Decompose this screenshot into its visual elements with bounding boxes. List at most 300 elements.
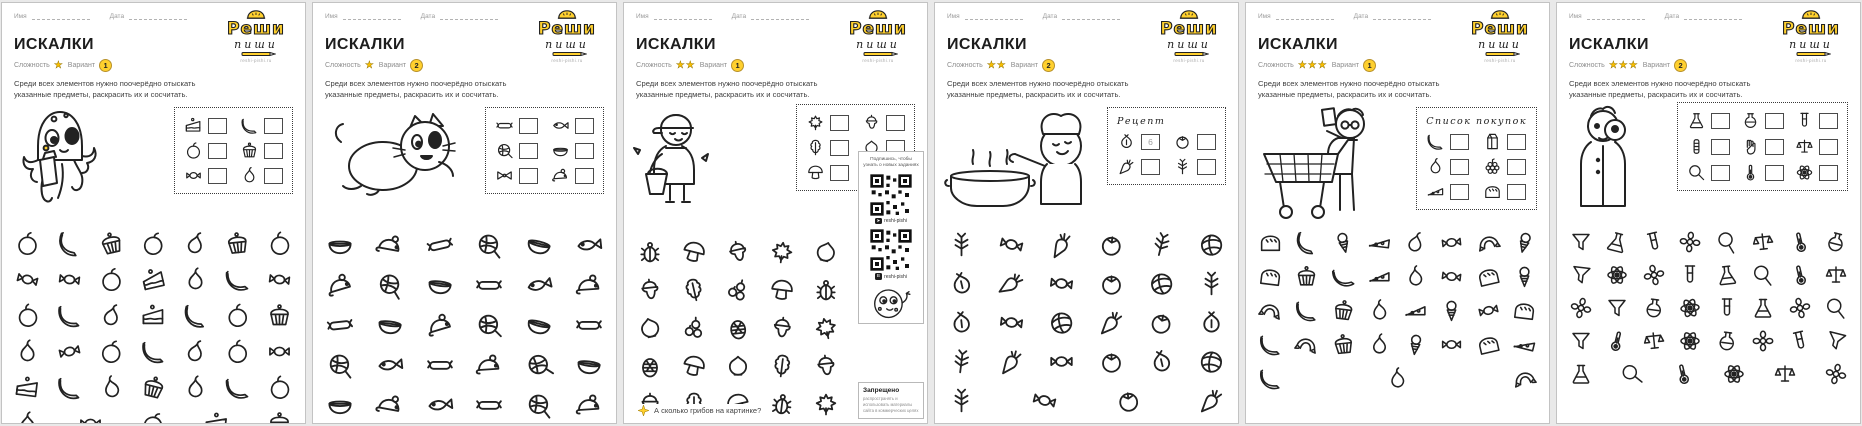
cupcake-icon — [223, 229, 253, 259]
find-item — [495, 116, 538, 135]
carrot-icon — [1044, 227, 1079, 262]
cabbage-icon — [1196, 229, 1228, 261]
pear-icon — [1384, 365, 1411, 392]
count-box[interactable] — [1765, 165, 1784, 181]
find-item — [1741, 111, 1784, 130]
scales-icon — [1795, 137, 1814, 156]
count-box[interactable] — [1450, 159, 1469, 175]
candy-icon — [54, 264, 84, 294]
apple-icon — [223, 337, 253, 367]
bread-icon — [1257, 263, 1285, 291]
bowl-icon — [521, 307, 557, 343]
onion-icon — [944, 266, 979, 301]
mouse-icon — [474, 350, 504, 380]
logo-url: reshi-pishi.ru — [862, 58, 894, 63]
count-box[interactable] — [1765, 113, 1784, 129]
scales-icon — [1773, 362, 1797, 386]
variant-number-badge: 1 — [731, 59, 744, 72]
banana-icon — [53, 227, 86, 260]
logo-word-pishi: пиши — [1789, 38, 1833, 51]
difficulty-label: Сложность — [1569, 62, 1605, 69]
qr-code[interactable] — [869, 173, 913, 217]
molecule-icon — [1678, 329, 1702, 353]
bread-icon — [1473, 262, 1503, 292]
count-box[interactable] — [1141, 159, 1160, 175]
find-item — [551, 166, 594, 185]
find-item — [1795, 163, 1838, 182]
find-list — [174, 107, 293, 194]
mouse-icon — [372, 387, 408, 423]
logo-word-reshi: Реши — [538, 19, 596, 39]
date-input-line[interactable] — [129, 13, 187, 20]
count-box[interactable] — [1197, 159, 1216, 175]
thermometer-icon — [1603, 326, 1632, 355]
cheese-icon — [1365, 229, 1393, 257]
date-input-line[interactable] — [1684, 13, 1742, 20]
find-item — [1741, 137, 1784, 156]
difficulty-label: Сложность — [636, 62, 672, 69]
carrot-icon — [1117, 157, 1136, 176]
count-box[interactable] — [1711, 113, 1730, 129]
count-box[interactable] — [264, 168, 283, 184]
logo-url: reshi-pishi.ru — [1795, 58, 1827, 63]
variant-number-badge: 2 — [1674, 59, 1687, 72]
onion-icon — [1144, 344, 1179, 379]
count-box[interactable] — [1765, 139, 1784, 155]
cylinder-icon — [1687, 137, 1706, 156]
tomato-icon — [1112, 385, 1144, 417]
maple-leaf-icon — [766, 236, 797, 267]
worksheet-page-1 — [1, 2, 306, 424]
cheese-icon — [1509, 329, 1539, 359]
date-label: Дата — [731, 13, 747, 20]
milk-icon — [1483, 132, 1502, 151]
funnel-icon — [1821, 326, 1850, 355]
count-box[interactable] — [208, 143, 227, 159]
count-box[interactable] — [1819, 139, 1838, 155]
candy-icon — [1473, 296, 1503, 326]
yarn-icon — [372, 267, 408, 303]
maple-leaf-icon — [809, 311, 843, 345]
logo-word-reshi: Реши — [849, 19, 907, 39]
count-box[interactable] — [1819, 113, 1838, 129]
apple-icon — [11, 299, 43, 331]
find-item — [495, 166, 538, 185]
icecream-icon — [1402, 331, 1430, 359]
count-box[interactable] — [519, 168, 538, 184]
name-input-line[interactable] — [343, 13, 401, 20]
count-box[interactable] — [264, 143, 283, 159]
tomato-icon — [1095, 228, 1127, 260]
pinecone-icon — [636, 352, 664, 380]
pear-icon — [1426, 157, 1445, 176]
tomato-icon — [1097, 269, 1126, 298]
name-input-line[interactable] — [965, 13, 1023, 20]
fish-icon — [572, 229, 605, 262]
cabbage-icon — [1144, 266, 1179, 301]
page-title: ИСКАЛКИ — [325, 36, 405, 53]
subscribe-panel — [858, 151, 924, 324]
test-tube-icon — [1785, 327, 1814, 356]
pear-icon — [95, 299, 128, 332]
onion-icon — [946, 307, 978, 339]
apple-icon — [98, 266, 125, 293]
count-box[interactable] — [519, 143, 538, 159]
pear-icon — [1366, 297, 1393, 324]
count-box[interactable] — [1819, 165, 1838, 181]
icecream-icon — [1439, 298, 1464, 323]
find-item — [1117, 157, 1160, 176]
date-input-line[interactable] — [751, 13, 809, 20]
logo-url: reshi-pishi.ru — [1173, 58, 1205, 63]
yarn-icon — [495, 141, 514, 160]
cupcake-icon — [266, 302, 293, 329]
croissant-icon — [1510, 364, 1540, 394]
bug-icon — [766, 388, 797, 419]
test-tube-icon — [1639, 228, 1668, 257]
count-box[interactable] — [886, 115, 905, 131]
banana-icon — [223, 265, 253, 295]
find-item — [240, 166, 283, 185]
acorn-icon — [635, 275, 666, 306]
find-item — [1173, 157, 1216, 176]
find-item — [551, 116, 594, 135]
difficulty-label: Сложность — [1258, 62, 1294, 69]
apple-icon — [96, 336, 126, 366]
difficulty-stars: ★ — [364, 59, 375, 71]
cake-icon — [201, 408, 231, 424]
shopper-illustration — [1254, 102, 1394, 222]
bowl-icon — [572, 348, 605, 381]
flower-icon — [1785, 294, 1814, 323]
name-input-line[interactable] — [32, 13, 90, 20]
dill-icon — [1197, 269, 1226, 298]
fish-icon — [373, 349, 406, 382]
pencil-icon — [1480, 51, 1520, 57]
cake-icon — [137, 263, 169, 295]
scales-icon — [1641, 328, 1667, 354]
find-item — [1687, 111, 1730, 130]
tomato-icon — [1144, 305, 1179, 340]
cupcake-icon — [266, 410, 293, 424]
worksheet-page-3 — [623, 2, 928, 424]
croissant-icon — [1292, 329, 1322, 359]
reshi-pishi-logo — [837, 8, 919, 64]
find-item — [1173, 132, 1216, 151]
mouse-icon — [574, 270, 604, 300]
sausage-icon — [495, 116, 514, 135]
pinecone-icon — [723, 313, 754, 344]
count-box[interactable] — [575, 143, 594, 159]
bowl-icon — [373, 308, 406, 341]
test-tube-icon — [1678, 263, 1702, 287]
cat-illustration — [321, 102, 471, 206]
cupcake-icon — [1294, 264, 1319, 289]
flask-icon — [1603, 227, 1632, 256]
subscribe-text: Подпишись, чтобы узнать о новых заданиях — [863, 157, 919, 169]
glove-icon — [1741, 137, 1760, 156]
maple-leaf-icon — [812, 390, 840, 418]
find-item — [1426, 132, 1470, 151]
fish-icon — [551, 116, 570, 135]
apple-icon — [14, 230, 41, 257]
date-label: Дата — [1353, 13, 1369, 20]
pear-icon — [182, 266, 209, 293]
count-box[interactable] — [1507, 184, 1526, 200]
thermometer-icon — [1669, 360, 1698, 389]
dill-icon — [947, 386, 976, 415]
bread-icon — [1483, 182, 1502, 201]
flower-icon — [1821, 359, 1850, 388]
banana-icon — [240, 116, 259, 135]
oak-leaf-icon — [766, 350, 797, 381]
difficulty-stars: ★★★ — [1608, 59, 1639, 71]
variant-number-badge: 1 — [1363, 59, 1376, 72]
find-list-title: Список покупок — [1426, 116, 1527, 127]
kid-illustration — [632, 102, 716, 226]
yarn-icon — [474, 310, 504, 340]
logo-word-reshi: Реши — [1471, 19, 1529, 39]
logo-url: reshi-pishi.ru — [1484, 58, 1516, 63]
variant-label: Вариант — [1331, 62, 1360, 69]
pencil-icon — [547, 51, 587, 57]
funnel-icon — [1605, 296, 1629, 320]
find-item — [862, 113, 905, 132]
pear-icon — [179, 335, 212, 368]
difficulty-stars: ★★ — [986, 59, 1007, 71]
qr-code[interactable] — [869, 228, 913, 272]
page-title: ИСКАЛКИ — [1258, 36, 1338, 53]
maple-leaf-icon — [806, 113, 825, 132]
logo-word-pishi: пиши — [856, 38, 900, 51]
magnifier-icon — [1750, 262, 1777, 289]
find-item — [806, 113, 849, 132]
find-item — [1483, 157, 1527, 176]
date-input-line[interactable] — [1062, 13, 1120, 20]
grapes-icon — [1483, 157, 1502, 176]
yarn-icon — [522, 388, 555, 421]
tomato-icon — [1173, 132, 1192, 151]
find-item — [1483, 132, 1527, 151]
worksheet-page-6 — [1556, 2, 1861, 424]
magnifier-icon — [1619, 361, 1645, 387]
mouse-icon — [322, 267, 358, 303]
logo-word-reshi: Реши — [227, 19, 285, 39]
count-box[interactable] — [830, 115, 849, 131]
cabbage-icon — [1195, 345, 1227, 377]
instructions: Среди всех элементов нужно поочерёдно отыскать указанные предметы, раскрасить их и сосчитать. — [636, 79, 818, 99]
banana-icon — [223, 373, 253, 403]
bread-icon — [1258, 230, 1283, 255]
magnifier-icon — [1712, 227, 1741, 256]
bread-icon — [1511, 297, 1539, 325]
croissant-icon — [1473, 228, 1503, 258]
apple-icon — [138, 228, 168, 258]
find-item — [1483, 182, 1527, 201]
icecream-icon — [1509, 227, 1539, 257]
variant-label: Вариант — [378, 62, 407, 69]
sausage-icon — [425, 350, 455, 380]
test-tube-icon — [1715, 296, 1739, 320]
funnel-icon — [1568, 262, 1595, 289]
search-grid — [325, 230, 604, 420]
name-input-line[interactable] — [1276, 13, 1334, 20]
acorn-icon — [721, 235, 755, 269]
reshi-pishi-logo — [1459, 8, 1541, 64]
reshi-pishi-logo — [215, 8, 297, 64]
carrot-icon — [994, 266, 1029, 301]
count-box[interactable] — [575, 118, 594, 134]
social-link[interactable]: B reshi-pishi — [876, 273, 907, 280]
scales-icon — [1750, 229, 1776, 255]
apple-icon — [263, 371, 295, 403]
find-item — [1687, 137, 1730, 156]
pear-icon — [240, 166, 259, 185]
oak-leaf-icon — [677, 273, 711, 307]
date-label: Дата — [109, 13, 125, 20]
apple-icon — [263, 227, 295, 259]
difficulty-label: Сложность — [947, 62, 983, 69]
mushroom-icon — [766, 274, 797, 305]
dill-icon — [1173, 157, 1192, 176]
count-box[interactable] — [1711, 165, 1730, 181]
search-grid — [636, 238, 858, 418]
count-box[interactable] — [1450, 134, 1469, 150]
name-input-line[interactable] — [654, 13, 712, 20]
search-grid — [1258, 230, 1537, 391]
name-label: Имя — [1258, 13, 1271, 20]
find-item — [1687, 163, 1730, 182]
dill-icon — [947, 230, 976, 259]
onion-icon — [1117, 132, 1136, 151]
count-box[interactable] — [208, 168, 227, 184]
apple-icon — [184, 141, 203, 160]
thermometer-icon — [1785, 228, 1814, 257]
count-box[interactable] — [1197, 134, 1216, 150]
flask-icon — [1713, 262, 1739, 288]
find-item — [806, 163, 849, 182]
find-item — [240, 141, 283, 160]
sausage-icon — [474, 390, 504, 420]
date-input-line[interactable] — [1373, 13, 1431, 20]
molecule-icon — [1605, 263, 1629, 287]
instructions: Среди всех элементов нужно поочерёдно отыскать указанные предметы, раскрасить их и сосчитать. — [1258, 79, 1440, 99]
banana-icon — [1258, 332, 1283, 357]
carrot-icon — [1097, 308, 1126, 337]
logo-word-reshi: Реши — [1782, 19, 1840, 39]
difficulty-stars: ★★★ — [1297, 59, 1328, 71]
find-list — [1677, 102, 1848, 191]
worksheet-page-5 — [1245, 2, 1550, 424]
pear-icon — [1402, 263, 1429, 290]
count-box[interactable] — [575, 168, 594, 184]
flask-round-icon — [1640, 295, 1667, 322]
pencil-icon — [858, 51, 898, 57]
sausage-icon — [574, 310, 604, 340]
candy-icon — [994, 227, 1029, 262]
banana-icon — [180, 300, 210, 330]
funnel-icon — [1569, 230, 1593, 254]
flower-icon — [1566, 293, 1595, 322]
cake-icon — [140, 302, 167, 329]
count-box[interactable]: 6 — [1141, 134, 1160, 150]
worksheet-page-4 — [934, 2, 1239, 424]
onion-icon — [1197, 308, 1226, 337]
count-box[interactable] — [1711, 139, 1730, 155]
search-grid — [1569, 230, 1848, 386]
count-box[interactable] — [1507, 134, 1526, 150]
berries-icon — [680, 314, 708, 342]
cupcake-icon — [1329, 297, 1357, 325]
bowl-icon — [423, 268, 456, 301]
search-grid — [947, 230, 1226, 415]
cupcake-icon — [95, 227, 127, 259]
pear-icon — [179, 227, 212, 260]
instructions: Среди всех элементов нужно поочерёдно отыскать указанные предметы, раскрасить их и сосчитать. — [1569, 79, 1751, 99]
count-box[interactable] — [1450, 184, 1469, 200]
banana-icon — [56, 374, 83, 401]
variant-number-badge: 2 — [1042, 59, 1055, 72]
logo-word-pishi: пиши — [234, 38, 278, 51]
candy-icon — [995, 306, 1027, 338]
find-list — [1107, 107, 1226, 185]
legal-note: Запрещено распространять и использовать материалы сайта в коммерческих целях — [858, 382, 924, 419]
instructions: Среди всех элементов нужно поочерёдно отыскать указанные предметы, раскрасить их и сосчитать. — [947, 79, 1129, 99]
yarn-icon — [473, 228, 506, 261]
name-input-line[interactable] — [1587, 13, 1645, 20]
name-label: Имя — [325, 13, 338, 20]
count-box[interactable] — [830, 165, 849, 181]
vk-icon: B — [876, 273, 880, 279]
sausage-icon — [474, 270, 504, 300]
candy-icon — [1027, 383, 1062, 418]
instructions: Среди всех элементов нужно поочерёдно отыскать указанные предметы, раскрасить их и сосчитать. — [325, 79, 507, 99]
mouse-icon — [574, 390, 604, 420]
bowl-icon — [551, 141, 570, 160]
worksheet-page-2 — [312, 2, 617, 424]
date-input-line[interactable] — [440, 13, 498, 20]
find-item — [1426, 157, 1470, 176]
cheese-icon — [1403, 298, 1428, 323]
count-box[interactable] — [519, 118, 538, 134]
flask-icon — [1751, 296, 1775, 320]
dill-icon — [945, 345, 977, 377]
count-box[interactable] — [208, 118, 227, 134]
carrot-icon — [996, 346, 1028, 378]
find-item — [1795, 111, 1838, 130]
page-title: ИСКАЛКИ — [947, 36, 1027, 53]
candy-icon — [1438, 263, 1466, 291]
social-link[interactable]: ➤ reshi-pishi — [876, 217, 907, 225]
count-box[interactable] — [264, 118, 283, 134]
variant-label: Вариант — [1010, 62, 1039, 69]
banana-icon — [140, 338, 167, 365]
molecule-icon — [1795, 163, 1814, 182]
count-box[interactable] — [1507, 159, 1526, 175]
cookie-mascot — [865, 284, 917, 320]
count-box[interactable] — [830, 140, 849, 156]
variant-number-badge: 1 — [99, 59, 112, 72]
pear-icon — [14, 410, 41, 424]
pencil-icon — [1169, 51, 1209, 57]
banana-icon — [1426, 132, 1445, 151]
acorn-icon — [862, 113, 881, 132]
bug-icon — [636, 238, 664, 266]
logo-word-pishi: пиши — [1478, 38, 1522, 51]
find-item — [184, 116, 227, 135]
cake-icon — [12, 372, 42, 402]
date-label: Дата — [420, 13, 436, 20]
